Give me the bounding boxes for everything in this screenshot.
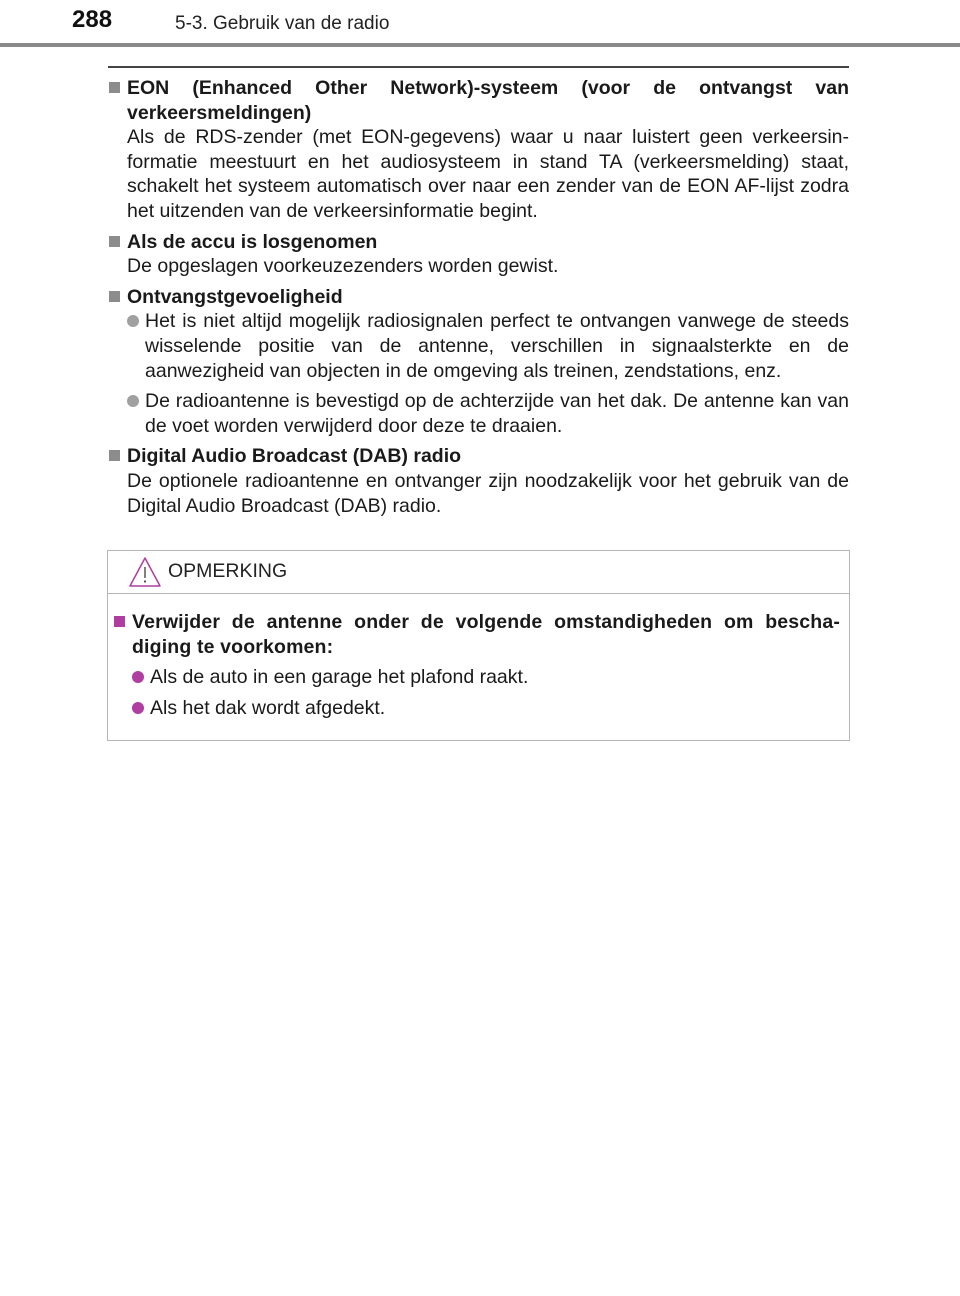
header-rule: [0, 43, 960, 47]
list-item: [108, 389, 849, 438]
square-bullet-icon: [109, 450, 120, 461]
notice-title: OPMERKING: [168, 560, 288, 582]
list-item-text: Als de auto in een garage het plafond raakt.: [150, 666, 529, 689]
section-heading: [108, 444, 849, 469]
notice-body: [113, 610, 840, 726]
round-bullet-icon: [127, 395, 139, 407]
section-eon: [108, 76, 849, 224]
list-item: [113, 665, 840, 690]
square-bullet-icon: [114, 616, 125, 627]
notice-box: [107, 550, 850, 741]
section-heading-text: Digital Audio Broadcast (DAB) radio: [127, 445, 462, 468]
section-heading-text: Als de accu is losgenomen: [127, 230, 378, 253]
main-content: [108, 76, 849, 524]
notice-heading-text: Verwijder de antenne onder de volgende omstandigheden om bescha-diging te voorkomen:: [132, 611, 840, 658]
page-number: 288: [72, 6, 113, 33]
section-title: 5-3. Gebruik van de radio: [175, 13, 390, 34]
section-heading: [108, 76, 849, 125]
round-bullet-icon: [132, 702, 144, 714]
section-battery: [108, 230, 849, 279]
section-heading: [108, 285, 849, 310]
section-heading: [108, 230, 849, 255]
square-bullet-icon: [109, 291, 120, 302]
page-header: [0, 0, 960, 50]
round-bullet-icon: [127, 315, 139, 327]
section-heading-text: EON (Enhanced Other Network)-systeem (voor de ontvangst van verkeersmeldingen): [127, 77, 849, 124]
section-dab: [108, 444, 849, 518]
square-bullet-icon: [109, 82, 120, 93]
section-paragraph: De optionele radioantenne en ontvanger zijn noodzakelijk voor het gebruik van de Digital Audio Broadcast (DAB) radio.: [127, 469, 849, 517]
list-item: [113, 696, 840, 721]
square-bullet-icon: [109, 236, 120, 247]
section-reception: [108, 285, 849, 439]
section-paragraph: De opgeslagen voorkeuzezenders worden gewist.: [127, 255, 559, 278]
content-top-rule: [108, 66, 849, 68]
notice-header: [108, 551, 849, 594]
list-item: [108, 309, 849, 383]
section-paragraph: Als de RDS-zender (met EON-gegevens) waar u naar luistert geen verkeersin-formatie meestuurt en het audiosysteem in stand TA (verkeersmelding) staat, schakelt het systeem automatisch over naar een zender van de EON AF-lijst zodra het uitzenden van de verkeersinformatie begint.: [127, 126, 849, 222]
list-item-text: Het is niet altijd mogelijk radiosignalen perfect te ontvangen vanwege de steeds wisselende positie van de antenne, verschillen in signaalsterkte en de aanwezigheid van objecten in de omgeving als treinen, zendstations, enz.: [145, 310, 849, 382]
round-bullet-icon: [132, 671, 144, 683]
section-heading-text: Ontvangstgevoeligheid: [127, 285, 343, 308]
warning-triangle-icon: [128, 556, 162, 588]
notice-heading: [113, 610, 840, 659]
list-item-text: Als het dak wordt afgedekt.: [150, 696, 386, 719]
list-item-text: De radioantenne is bevestigd op de achterzijde van het dak. De antenne kan van de voet worden verwijderd door deze te draaien.: [145, 390, 849, 437]
